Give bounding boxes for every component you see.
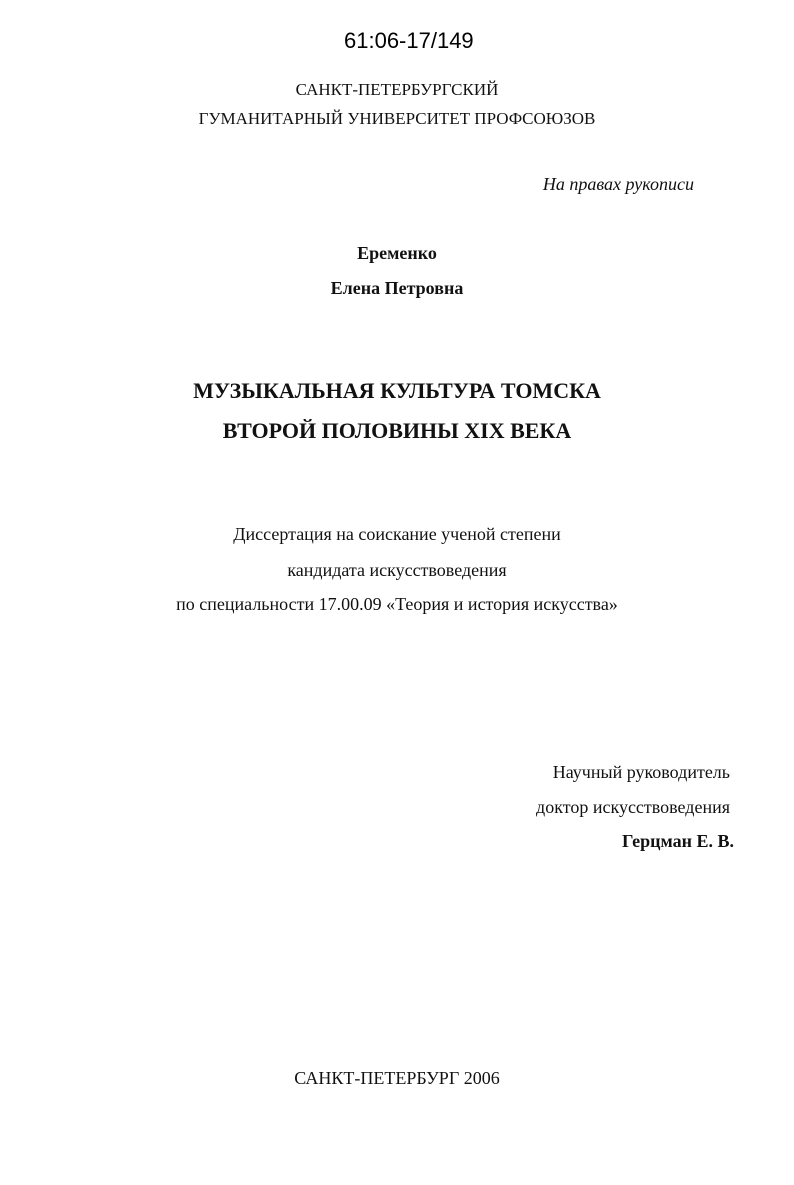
manuscript-rights-note: На правах рукописи <box>542 174 694 194</box>
supervisor-degree: доктор искусствоведения <box>536 797 730 817</box>
university-name-line-2: ГУМАНИТАРНЫЙ УНИВЕРСИТЕТ ПРОФСОЮЗОВ <box>198 109 596 128</box>
dissertation-title-line-1: МУЗЫКАЛЬНАЯ КУЛЬТУРА ТОМСКА <box>193 378 601 403</box>
author-surname: Еременко <box>357 243 437 263</box>
university-name-line-1: САНКТ-ПЕТЕРБУРГСКИЙ <box>295 80 499 99</box>
place-and-year: САНКТ-ПЕТЕРБУРГ 2006 <box>294 1068 500 1088</box>
supervisor-name: Герцман Е. В. <box>622 831 734 851</box>
dissertation-title-line-2: ВТОРОЙ ПОЛОВИНЫ XIX ВЕКА <box>222 418 572 443</box>
supervisor-role: Научный руководитель <box>552 762 730 782</box>
degree-line-2: кандидата искусствоведения <box>287 560 507 580</box>
degree-line-1: Диссертация на соискание ученой степени <box>233 524 561 544</box>
author-given-names: Елена Петровна <box>330 278 464 298</box>
archive-code: 61:06-17/149 <box>344 28 474 53</box>
degree-line-3: по специальности 17.00.09 «Теория и история искусства» <box>176 594 618 614</box>
